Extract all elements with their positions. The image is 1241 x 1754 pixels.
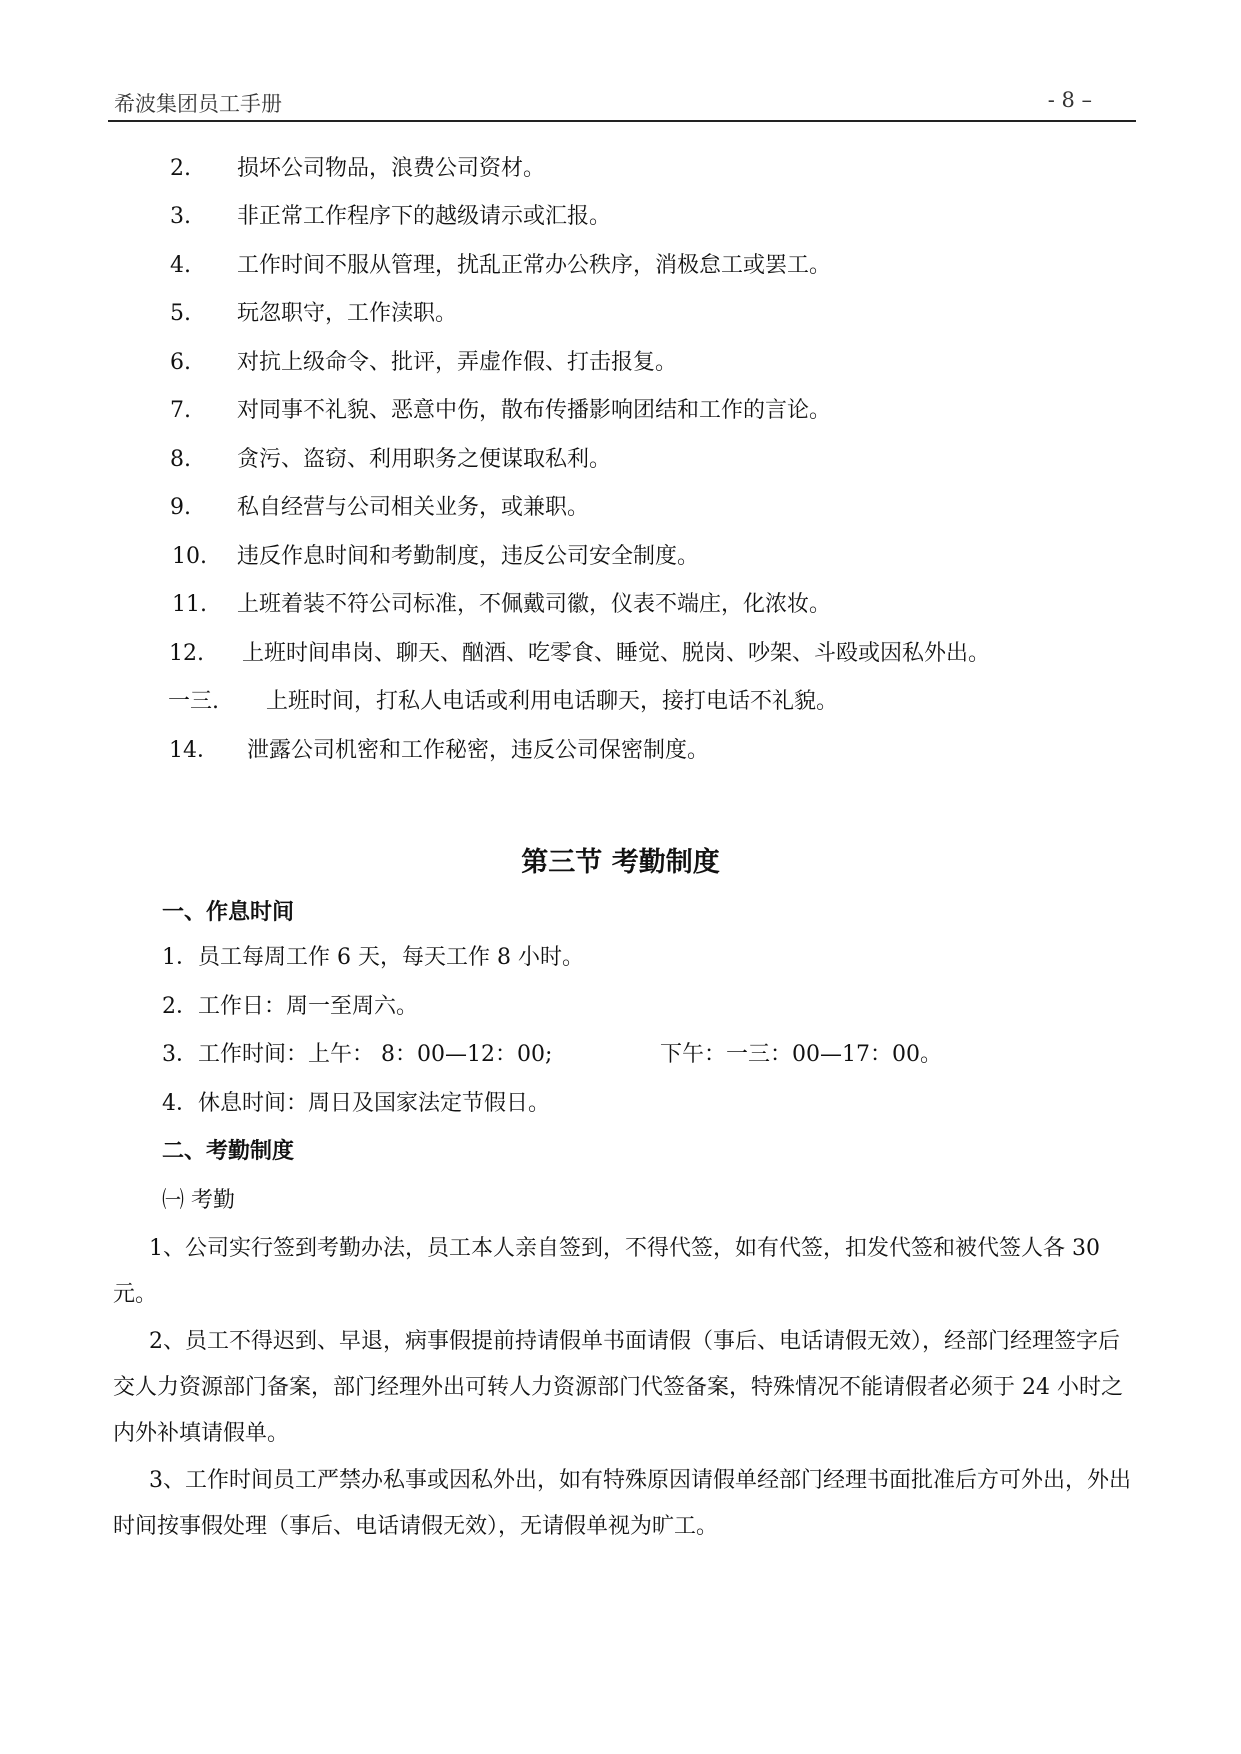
list-item-number: 10. [172, 544, 207, 569]
list-item-text: 贪污、盗窃、利用职务之便谋取私利。 [237, 447, 612, 472]
afternoon-time: 下午：一三：00—17：00。 [660, 1042, 942, 1067]
attendance-paragraph: 2、员工不得迟到、早退，病事假提前持请假单书面请假（事后、电话请假无效），经部门经理签字后交人力资源部门备案，部门经理外出可转人力资源部门代签备案，特殊情况不能请假者必须于 24 小时之内外补填请假单。 [113, 1329, 1123, 1446]
schedule-item: 3．工作时间：上午： 8：00—12：00; [162, 1042, 553, 1067]
section-title: 第三节 考勤制度 [521, 847, 720, 878]
handbook-title: 希波集团员工手册 [114, 92, 282, 116]
list-item-text: 泄露公司机密和工作秘密，违反公司保密制度。 [247, 738, 710, 763]
page-header [108, 88, 1136, 122]
list-item-text: 私自经营与公司相关业务，或兼职。 [237, 495, 590, 520]
list-item-text: 对抗上级命令、批评，弄虚作假、打击报复。 [237, 350, 678, 375]
list-item-text: 上班着装不符公司标准，不佩戴司徽，仪表不端庄，化浓妆。 [237, 592, 832, 617]
list-item-text: 对同事不礼貌、恶意中伤，散布传播影响团结和工作的言论。 [237, 398, 832, 423]
list-item-text: 玩忽职守，工作渎职。 [237, 301, 458, 326]
list-item-text: 损坏公司物品，浪费公司资材。 [237, 156, 546, 181]
list-item-number: 6. [170, 350, 191, 375]
list-item-number: 3. [170, 204, 191, 229]
list-item-number: 5. [170, 301, 191, 326]
list-item-number: 一三. [168, 689, 219, 714]
list-item-number: 11. [172, 592, 207, 617]
list-item-text: 工作时间不服从管理，扰乱正常办公秩序，消极怠工或罢工。 [237, 253, 832, 278]
list-item-text: 上班时间，打私人电话或利用电话聊天，接打电话不礼貌。 [266, 689, 839, 714]
list-item-text: 上班时间串岗、聊天、酗酒、吃零食、睡觉、脱岗、吵架、斗殴或因私外出。 [242, 641, 991, 666]
list-item-number: 12. [169, 641, 204, 666]
list-item-number: 14． [169, 738, 219, 763]
list-item-number: 4. [170, 253, 191, 278]
attendance-paragraph: 3、工作时间员工严禁办私事或因私外出，如有特殊原因请假单经部门经理书面批准后方可外出，外出时间按事假处理（事后、电话请假无效），无请假单视为旷工。 [113, 1468, 1132, 1539]
list-item-number: 2. [170, 156, 191, 181]
list-item-number: 8. [170, 447, 191, 472]
list-item-text: 非正常工作程序下的越级请示或汇报。 [237, 204, 612, 229]
schedule-item: 2．工作日：周一至周六。 [162, 994, 418, 1019]
attendance-heading: 二、考勤制度 [162, 1139, 295, 1164]
list-item-text: 违反作息时间和考勤制度，违反公司安全制度。 [237, 544, 700, 569]
schedule-heading: 一、作息时间 [162, 900, 295, 925]
schedule-item: 4．休息时间：周日及国家法定节假日。 [162, 1091, 550, 1116]
list-item-number: 9. [170, 495, 191, 520]
list-item-number: 7. [170, 398, 191, 423]
page-number: - 8 – [1047, 88, 1092, 112]
schedule-item: 1．员工每周工作 6 天，每天工作 8 小时。 [162, 945, 584, 970]
attendance-paragraph: 1、公司实行签到考勤办法，员工本人亲自签到，不得代签，如有代签，扣发代签和被代签人各 30 元。 [113, 1236, 1100, 1307]
attendance-subheading: ㈠ 考勤 [162, 1188, 235, 1213]
